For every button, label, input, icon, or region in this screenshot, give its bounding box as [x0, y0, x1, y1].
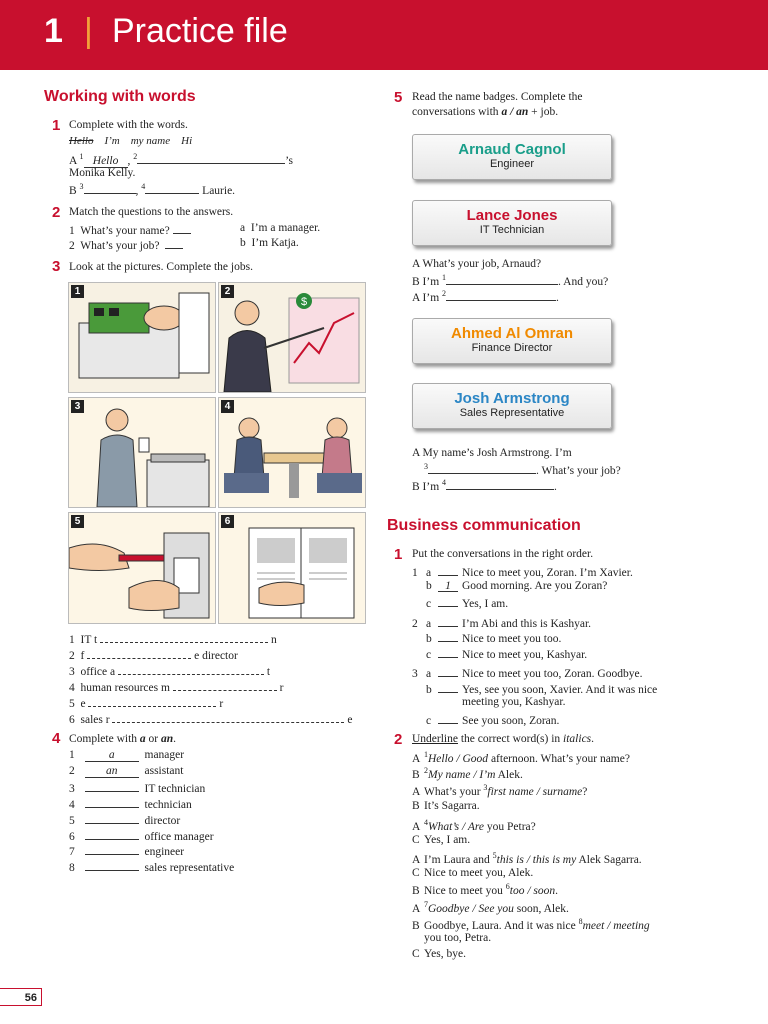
order-answer-field[interactable]	[438, 712, 458, 724]
dialogue-line	[412, 750, 630, 765]
item-text: meeting you, Kashyar.	[462, 696, 566, 708]
ordering-item	[412, 646, 587, 661]
gap-number: 2	[442, 289, 447, 299]
article-row	[69, 765, 183, 778]
answer-field[interactable]	[84, 182, 136, 194]
gap-number: 8	[578, 917, 583, 926]
picture-electrician	[68, 512, 216, 624]
job-row	[69, 631, 277, 646]
sales-rep-illustration	[219, 513, 365, 623]
job-start: IT t	[80, 634, 98, 646]
answer-field[interactable]	[85, 843, 139, 855]
page-title: Practice file	[112, 12, 288, 50]
row-number: 1	[69, 634, 75, 646]
choice-options[interactable]: first name / surname	[487, 785, 583, 798]
instruction-underline: Underline	[412, 733, 458, 745]
word-bank-im: I’m	[104, 135, 120, 147]
job-word: engineer	[144, 846, 185, 858]
finance-director-illustration	[219, 283, 365, 392]
bc-exercise-2-instruction	[412, 733, 594, 745]
item-text: Yes, see you soon, Xavier. And it was nice	[462, 683, 658, 696]
picture-hr-manager	[218, 397, 366, 508]
instruction-text: .	[591, 733, 595, 745]
exercise-5-number: 5	[394, 89, 403, 106]
job-row	[69, 647, 238, 662]
dialogue-text: Yes, bye.	[424, 948, 466, 960]
ex1-line-b: B $^3$ , $^4$ Laurie.	[69, 182, 236, 197]
speaker-label: B	[412, 919, 420, 932]
answer-field[interactable]	[85, 828, 139, 840]
row-number: 1	[69, 749, 75, 761]
bc-exercise-1-instruction: Put the conversations in the right order.	[412, 548, 594, 560]
page-number: 56	[0, 988, 42, 1006]
item-text: Nice to meet you, Zoran. I’m Xavier.	[462, 567, 633, 579]
dialogue-text: ?	[582, 785, 588, 798]
item-text: Nice to meet you too, Zoran. Goodbye.	[462, 668, 643, 680]
conv2-line-a-cont	[424, 462, 621, 477]
ordering-item	[412, 630, 561, 645]
job-row	[69, 679, 284, 694]
item-letter: c	[426, 598, 432, 610]
badge-role: Finance Director	[471, 342, 553, 354]
electrician-illustration	[69, 513, 215, 623]
gap-number: 2	[424, 766, 428, 775]
badge-name: Josh Armstrong	[454, 390, 570, 407]
speaker-label: C	[412, 948, 420, 960]
speaker-label: A	[412, 292, 420, 304]
section-title-working-with-words: Working with words	[44, 88, 196, 105]
dialogue-text: I’m	[422, 292, 440, 304]
name-badge-lance	[412, 200, 612, 246]
job-start: e	[80, 698, 86, 710]
speaker-label: A	[412, 853, 421, 866]
job-word: director	[144, 815, 181, 827]
picture-number: 3	[71, 400, 84, 413]
exercise-4-instruction	[69, 733, 176, 745]
badge-role: IT Technician	[479, 224, 545, 236]
job-end: r	[219, 698, 224, 710]
picture-finance-director	[218, 282, 366, 393]
speaker-label: B	[412, 800, 420, 812]
row-number: 3	[69, 666, 75, 678]
item-text: I’m Abi and this is Kashyar.	[462, 617, 592, 630]
exercise-5-instruction-2	[412, 106, 558, 118]
line-end: Laurie.	[202, 185, 236, 197]
item-letter: c	[426, 648, 432, 661]
dialogue-text: What’s your job, Arnaud?	[422, 258, 542, 270]
answer-field[interactable]	[85, 859, 139, 871]
header-separator: |	[84, 12, 93, 50]
answer-field[interactable]	[118, 663, 264, 675]
instruction-text: the correct word(s) in	[457, 733, 564, 745]
dialogue-line	[412, 917, 650, 932]
job-end: n	[270, 634, 277, 646]
picture-number: 4	[221, 400, 234, 413]
match-row	[69, 222, 191, 237]
order-answer-field[interactable]	[438, 630, 458, 642]
dialogue-line	[412, 882, 558, 897]
item-text: Yes, I am.	[462, 598, 509, 610]
conv1-line-a2	[412, 289, 559, 304]
ex1-line-a: A $^1$ Hello , $^2$ ’s	[69, 152, 293, 167]
word-bank-hello: Hello	[69, 135, 94, 147]
speaker-label: B	[412, 481, 420, 493]
badge-name: Ahmed Al Omran	[451, 325, 573, 342]
row-number: 4	[69, 799, 75, 811]
question: What’s your job?	[80, 240, 160, 252]
instruction-italic: italics	[563, 733, 592, 745]
answer-letter: b	[240, 237, 246, 249]
badge-name: Lance Jones	[466, 207, 558, 224]
item-letter: b	[426, 683, 432, 696]
speaker-label: A	[69, 155, 77, 167]
word-bank-hi: Hi	[181, 135, 193, 147]
dialogue-text: My name’s Josh Armstrong. I’m	[422, 447, 572, 459]
gap-number: 4	[141, 182, 146, 192]
ordering-item	[412, 564, 633, 579]
office-assistant-illustration	[69, 398, 215, 507]
choice-options[interactable]: meet / meeting	[582, 919, 650, 932]
dialogue-text: What’s your	[424, 785, 484, 798]
job-row	[69, 695, 223, 710]
speaker-label: A	[412, 752, 421, 765]
group-number: 3	[412, 668, 418, 680]
conv2-line-a	[412, 447, 572, 459]
job-end: e	[347, 714, 353, 726]
gap-number: 3	[79, 182, 84, 192]
match-row	[69, 237, 183, 252]
answer-field[interactable]	[428, 462, 536, 474]
choice-options[interactable]: too / soon	[509, 884, 556, 897]
ordering-item	[412, 712, 559, 727]
word-bank	[69, 135, 192, 147]
answer-field[interactable]	[85, 812, 139, 824]
article-row	[69, 812, 180, 827]
answer-field[interactable]	[173, 679, 277, 691]
dialogue-text: Alek.	[495, 768, 523, 781]
answer-field[interactable]	[446, 478, 554, 490]
picture-number: 2	[221, 285, 234, 298]
item-letter: b	[426, 633, 432, 645]
dialogue-text: Nice to meet you, Alek.	[424, 867, 534, 879]
ordering-item	[412, 580, 607, 592]
row-number: 3	[69, 783, 75, 795]
exercise-2-instruction: Match the questions to the answers.	[69, 206, 234, 218]
choice-options[interactable]: What’s / Are	[428, 820, 485, 833]
answer-field[interactable]	[87, 647, 191, 659]
answer-field[interactable]	[85, 796, 139, 808]
answer-text: I’m Katja.	[251, 237, 299, 249]
speaker-label: B	[412, 276, 420, 288]
order-answer-field[interactable]	[438, 595, 458, 607]
job-end: r	[279, 682, 284, 694]
instruction-text: + job.	[528, 106, 559, 118]
ex1-line-a2: Monika Kelly.	[69, 167, 136, 179]
conv1-line-a	[412, 258, 541, 270]
speaker-label: A	[412, 785, 421, 798]
row-number: 1	[69, 225, 75, 237]
name-badge-josh	[412, 383, 612, 429]
dialogue-line	[412, 766, 523, 781]
speaker-label: B	[412, 768, 420, 781]
dialogue-line	[412, 851, 642, 866]
job-start: sales r	[80, 714, 110, 726]
item-text: See you soon, Zoran.	[462, 714, 560, 727]
exercise-4-number: 4	[52, 730, 61, 747]
speaker-label: A	[412, 902, 421, 915]
speaker-label: A	[412, 258, 420, 270]
item-letter: a	[426, 617, 432, 630]
dialogue-line	[412, 932, 491, 944]
choice-options[interactable]: My name / I’m	[428, 768, 496, 781]
dialogue-line	[412, 800, 480, 812]
name-badge-arnaud	[412, 134, 612, 180]
dialogue-text: soon, Alek.	[513, 902, 569, 915]
gap-number: 3	[483, 783, 488, 792]
exercise-5-instruction-1: Read the name badges. Complete the	[412, 91, 583, 103]
speaker-label: A	[412, 447, 420, 459]
dialogue-text: I’m Laura and	[424, 853, 493, 866]
order-answer-field[interactable]: 1	[438, 580, 458, 592]
choice-options[interactable]: Hello / Good	[428, 752, 489, 765]
answer-field[interactable]: an	[85, 765, 139, 778]
ordering-item	[412, 696, 565, 708]
picture-it-technician	[68, 282, 216, 393]
dialogue-text: afternoon. What’s your name?	[488, 752, 630, 765]
job-word: technician	[144, 799, 192, 811]
answer-field[interactable]	[446, 289, 556, 301]
hr-manager-illustration	[219, 398, 365, 507]
dialogue-text: Goodbye, Laura. And it was nice	[424, 919, 579, 932]
name-badge-ahmed	[412, 318, 612, 364]
order-answer-field[interactable]	[438, 646, 458, 658]
exercise-3-instruction: Look at the pictures. Complete the jobs.	[69, 261, 253, 273]
speaker-label: A	[412, 820, 421, 833]
speaker-label: C	[412, 867, 420, 879]
choice-options[interactable]: Goodbye / See you	[428, 902, 514, 915]
word-bank-my-name: my name	[130, 135, 171, 147]
job-word: office manager	[144, 831, 214, 843]
speaker-label: B	[69, 185, 77, 197]
article-row	[69, 749, 184, 762]
answer-field[interactable]	[145, 182, 199, 194]
answer-letter: a	[240, 222, 246, 234]
row-number: 8	[69, 862, 75, 874]
gap-number: 3	[424, 462, 428, 472]
order-answer-field[interactable]	[438, 681, 458, 693]
order-answer-field[interactable]	[438, 665, 458, 677]
group-number: 2	[412, 617, 418, 630]
instruction-text: conversations with	[412, 106, 502, 118]
dialogue-text: I’m	[422, 481, 440, 493]
unit-number: 1	[44, 12, 63, 50]
gap-number: 4	[442, 478, 447, 488]
answer-field[interactable]	[112, 711, 344, 723]
answer-field[interactable]	[446, 273, 558, 285]
dialogue-text: I’m	[422, 276, 440, 288]
dialogue-line	[412, 783, 587, 798]
picture-number: 5	[71, 515, 84, 528]
job-word: sales representative	[144, 862, 235, 874]
bc-exercise-2-number: 2	[394, 731, 403, 748]
instruction-text: or	[145, 733, 162, 745]
row-number: 6	[69, 714, 75, 726]
speaker-label: C	[412, 834, 420, 846]
row-number: 5	[69, 698, 75, 710]
job-start: office a	[80, 666, 116, 678]
row-number: 2	[69, 650, 75, 662]
answer-field[interactable]	[88, 695, 216, 707]
article-row	[69, 780, 205, 795]
row-number: 4	[69, 682, 75, 694]
item-text: Good morning. Are you Zoran?	[462, 579, 608, 592]
dialogue-text: Yes, I am.	[424, 834, 471, 846]
dialogue-text: you too, Petra.	[424, 932, 492, 944]
exercise-2-number: 2	[52, 204, 61, 221]
dialogue-text: . What’s your job?	[536, 465, 621, 477]
match-answer	[240, 237, 299, 249]
conv2-line-b	[412, 478, 557, 493]
ordering-item	[412, 665, 642, 680]
order-answer-field[interactable]	[438, 615, 458, 627]
picture-number: 1	[71, 285, 84, 298]
answer-text: I’m a manager.	[250, 222, 321, 234]
item-letter: a	[426, 668, 432, 680]
dialogue-line	[412, 948, 466, 960]
item-letter: b	[426, 579, 432, 592]
ordering-item	[412, 595, 508, 610]
badge-role: Sales Representative	[459, 407, 565, 419]
dialogue-line	[412, 818, 536, 833]
article-row	[69, 828, 214, 843]
dialogue-line	[412, 900, 569, 915]
header-band	[0, 0, 768, 70]
job-word: assistant	[144, 765, 184, 777]
job-end: e director	[194, 650, 238, 662]
instruction-word-an: an	[161, 733, 174, 745]
it-technician-illustration	[69, 283, 215, 392]
dialogue-text: .	[555, 884, 559, 897]
match-answer	[240, 222, 320, 234]
dialogue-line	[412, 867, 533, 879]
dialogue-text: Alek Sagarra.	[576, 853, 642, 866]
dialogue-line	[412, 834, 470, 846]
job-row	[69, 663, 270, 678]
instruction-text: .	[173, 733, 177, 745]
gap-number: 1	[79, 152, 84, 162]
job-word: manager	[144, 749, 185, 761]
answer-field[interactable]	[173, 222, 191, 234]
gap-number: 1	[424, 750, 428, 759]
answer-field[interactable]	[137, 152, 285, 164]
exercise-3-number: 3	[52, 258, 61, 275]
article-row	[69, 796, 192, 811]
answer-field[interactable]	[165, 237, 183, 249]
dialogue-text: you Petra?	[484, 820, 536, 833]
picture-office-assistant	[68, 397, 216, 508]
choice-options[interactable]: this is / this is my	[496, 853, 577, 866]
conv1-line-b	[412, 273, 608, 288]
gap-number: 5	[492, 851, 497, 860]
gap-number: 7	[424, 900, 428, 909]
job-word: IT technician	[144, 783, 206, 795]
item-letter: a	[426, 567, 432, 579]
dollar-icon: $	[300, 296, 308, 308]
job-start: f	[80, 650, 85, 662]
dialogue-text: .	[556, 292, 559, 304]
gap-number: 1	[442, 273, 447, 283]
badge-role: Engineer	[489, 158, 535, 170]
dialogue-text: It’s Sagarra.	[424, 800, 480, 812]
row-number: 5	[69, 815, 75, 827]
answer-field[interactable]: Hello	[84, 155, 128, 168]
job-start: human resources m	[80, 682, 170, 694]
job-end: t	[266, 666, 271, 678]
picture-sales-rep	[218, 512, 366, 624]
row-number: 2	[69, 240, 75, 252]
suffix: ’s	[285, 155, 293, 167]
gap-number: 4	[424, 818, 428, 827]
bc-exercise-1-number: 1	[394, 546, 403, 563]
instruction-text: Complete with	[69, 733, 140, 745]
group-number: 1	[412, 567, 418, 579]
item-letter: c	[426, 714, 432, 727]
answer-field[interactable]	[85, 780, 139, 792]
item-text: Nice to meet you too.	[462, 633, 562, 645]
row-number: 2	[69, 765, 75, 777]
gap-number: 2	[133, 152, 138, 162]
dialogue-text: .	[554, 481, 557, 493]
picture-number: 6	[221, 515, 234, 528]
section-title-business-communication: Business communication	[387, 517, 581, 534]
badge-name: Arnaud Cagnol	[458, 141, 566, 158]
job-row	[69, 711, 352, 726]
instruction-emphasis: a / an	[501, 106, 529, 118]
ordering-item	[412, 681, 657, 696]
gap-number: 6	[505, 882, 510, 891]
dialogue-text: . And you?	[558, 276, 609, 288]
instruction-word-a: a	[139, 733, 146, 745]
exercise-1-number: 1	[52, 117, 61, 134]
question: What’s your name?	[80, 225, 170, 237]
ordering-item	[412, 615, 591, 630]
article-row	[69, 859, 234, 874]
row-number: 6	[69, 831, 75, 843]
article-row	[69, 843, 184, 858]
item-text: Nice to meet you, Kashyar.	[462, 648, 588, 661]
answer-field[interactable]	[100, 631, 268, 643]
speaker-label: B	[412, 884, 420, 897]
dialogue-text: Nice to meet you	[424, 884, 506, 897]
answer-field[interactable]: a	[85, 749, 139, 762]
exercise-1-instruction: Complete with the words.	[69, 119, 188, 131]
order-answer-field[interactable]	[438, 564, 458, 576]
row-number: 7	[69, 846, 75, 858]
